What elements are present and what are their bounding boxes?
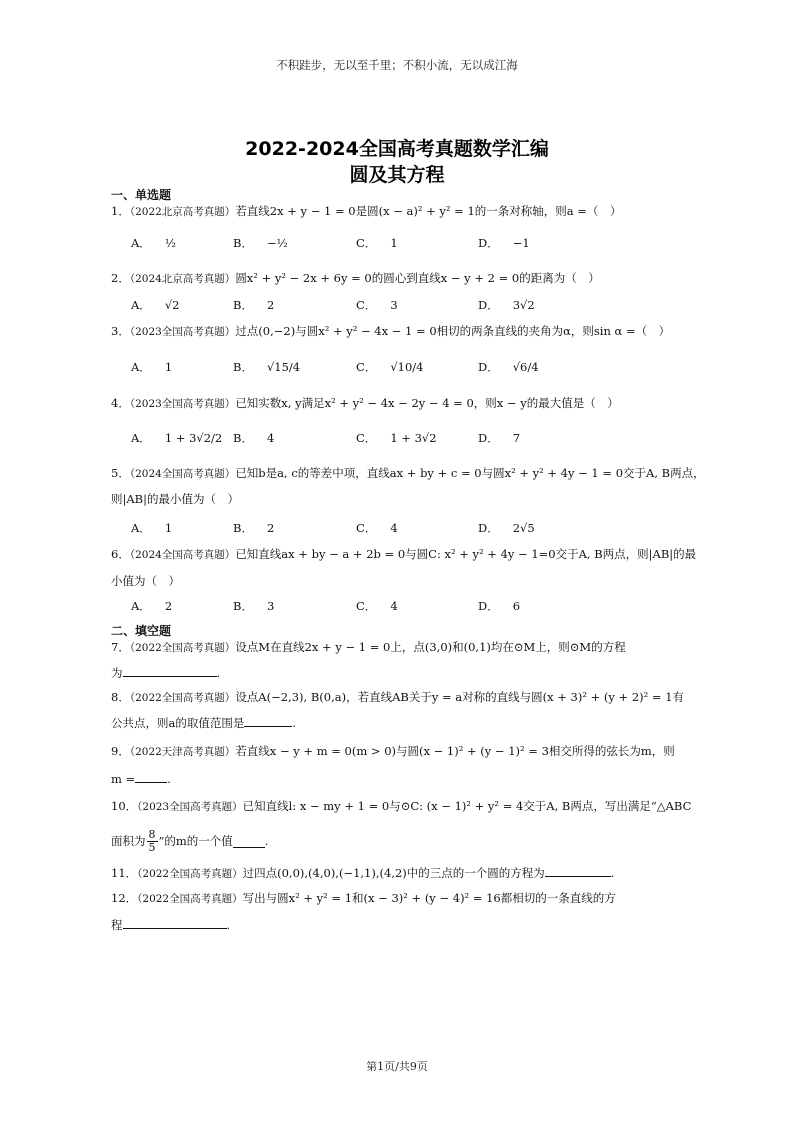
question-4: 4．（2023全国高考真题）已知实数x, y满足x² + y² − 4x − 2y − 4 = 0，则x − y的最大值是（ ） (111, 396, 619, 410)
question-3: 3．（2023全国高考真题）过点(0,−2)与圆x² + y² − 4x − 1 = 0相切的两条直线的夹角为α，则sin α =（ ） (111, 324, 671, 338)
document-subtitle: 圆及其方程 (349, 164, 445, 186)
question-1 (111, 203, 691, 220)
section-fill-blank: 二、填空题 (111, 624, 172, 638)
option-c: C． 1 (356, 236, 398, 250)
answer-blank[interactable] (135, 770, 167, 783)
option-c: C． 4 (356, 521, 398, 535)
option-d: D． 6 (478, 599, 521, 613)
option-a: A． 1 (131, 360, 173, 374)
option-b: B． 2 (233, 298, 275, 312)
question-5: 5．（2024全国高考真题）已知b是a, c的等差中项，直线ax + by + c = 0与圆x² + y² + 4y − 1 = 0交于A, B两点， (111, 466, 705, 480)
option-b: B． 3 (233, 599, 275, 613)
option-c: C． 1 + 3√2 (356, 431, 437, 445)
option-d: D． 7 (478, 431, 521, 445)
answer-blank[interactable] (123, 664, 217, 677)
question-8-cont: 公共点，则a的取值范围是 . (111, 716, 297, 730)
option-b: B． 4 (233, 431, 275, 445)
question-6-cont: 小值为（ ） (111, 574, 180, 588)
question-9-cont: m = . (111, 772, 171, 786)
question-8: 8．（2022全国高考真题）设点A(−2,3), B(0,a)，若直线AB关于y = a对称的直线与圆(x + 3)² + (y + 2)² = 1有 (111, 690, 685, 704)
option-a: A． 1 + 3√2/2 (131, 431, 223, 445)
option-d: D． −1 (478, 236, 530, 250)
question-stem: 若直线2x + y − 1 = 0是圆(x − a)² + y² = 1的一条对称轴，则a =（ ） (235, 204, 622, 218)
option-c: C． 3 (356, 298, 398, 312)
option-b: B． −½ (233, 236, 288, 250)
options-q6 (131, 591, 651, 621)
option-a: A． 2 (131, 599, 173, 613)
answer-blank[interactable] (545, 864, 611, 877)
question-5-cont: 则|AB|的最小值为（ ） (111, 492, 240, 506)
question-2: 2．（2024北京高考真题）圆x² + y² − 2x + 6y = 0的圆心到直线x − y + 2 = 0的距离为（ ） (111, 271, 600, 285)
page-number-footer: 第1页/共9页 (366, 1060, 428, 1073)
options-q4 (131, 423, 651, 453)
option-c: C． 4 (356, 599, 398, 613)
question-10-cont: 面积为 $\frac{8}{5}$ ”的m的一个值 . (111, 827, 269, 854)
document-title: 2022-2024全国高考真题数学汇编 (245, 138, 549, 160)
question-10: 10．（2023全国高考真题）已知直线l: x − my + 1 = 0与⊙C: (x − 1)² + y² = 4交于A, B两点，写出满足“△ABC (111, 799, 692, 813)
question-7-cont: 为 . (111, 666, 221, 680)
option-d: D． 3√2 (478, 298, 535, 312)
option-b: B． 2 (233, 521, 275, 535)
answer-blank[interactable] (244, 714, 292, 727)
section-single-choice: 一、单选题 (111, 188, 172, 202)
option-d: D． 2√5 (478, 521, 535, 535)
question-6: 6．（2024全国高考真题）已知直线ax + by − a + 2b = 0与圆C: x² + y² + 4y − 1=0交于A, B两点，则|AB|的最 (111, 547, 697, 561)
question-number: 1． (111, 204, 130, 218)
options-q5 (131, 513, 651, 543)
options-q2 (131, 290, 651, 320)
question-7: 7．（2022全国高考真题）设点M在直线2x + y − 1 = 0上，点(3,0)和(0,1)均在⊙M上，则⊙M的方程 (111, 640, 626, 654)
option-a: A． √2 (131, 298, 180, 312)
question-source: （2022北京高考真题） (129, 206, 236, 218)
option-d: D． √6/4 (478, 360, 539, 374)
option-a: A． 1 (131, 521, 173, 535)
options-q3 (131, 352, 651, 382)
question-12: 12．（2022全国高考真题）写出与圆x² + y² = 1和(x − 3)² + (y − 4)² = 16都相切的一条直线的方 (111, 891, 616, 905)
option-c: C． √10/4 (356, 360, 424, 374)
page-header-motto: 不积跬步，无以至千里；不积小流，无以成江海 (276, 58, 518, 72)
options-q1 (131, 228, 651, 258)
answer-blank[interactable] (233, 835, 265, 848)
question-11: 11．（2022全国高考真题）过四点(0,0),(4,0),(−1,1),(4,2)中的三点的一个圆的方程为 . (111, 866, 615, 880)
question-9: 9．（2022天津高考真题）若直线x − y + m = 0(m > 0)与圆(x − 1)² + (y − 1)² = 3相交所得的弦长为m，则 (111, 744, 675, 758)
fraction-eight-fifths: $\frac{8}{5}$ (148, 827, 156, 854)
option-b: B． √15/4 (233, 360, 301, 374)
option-a: A． ½ (131, 236, 176, 250)
answer-blank[interactable] (123, 916, 227, 929)
question-12-cont: 程 . (111, 918, 231, 932)
